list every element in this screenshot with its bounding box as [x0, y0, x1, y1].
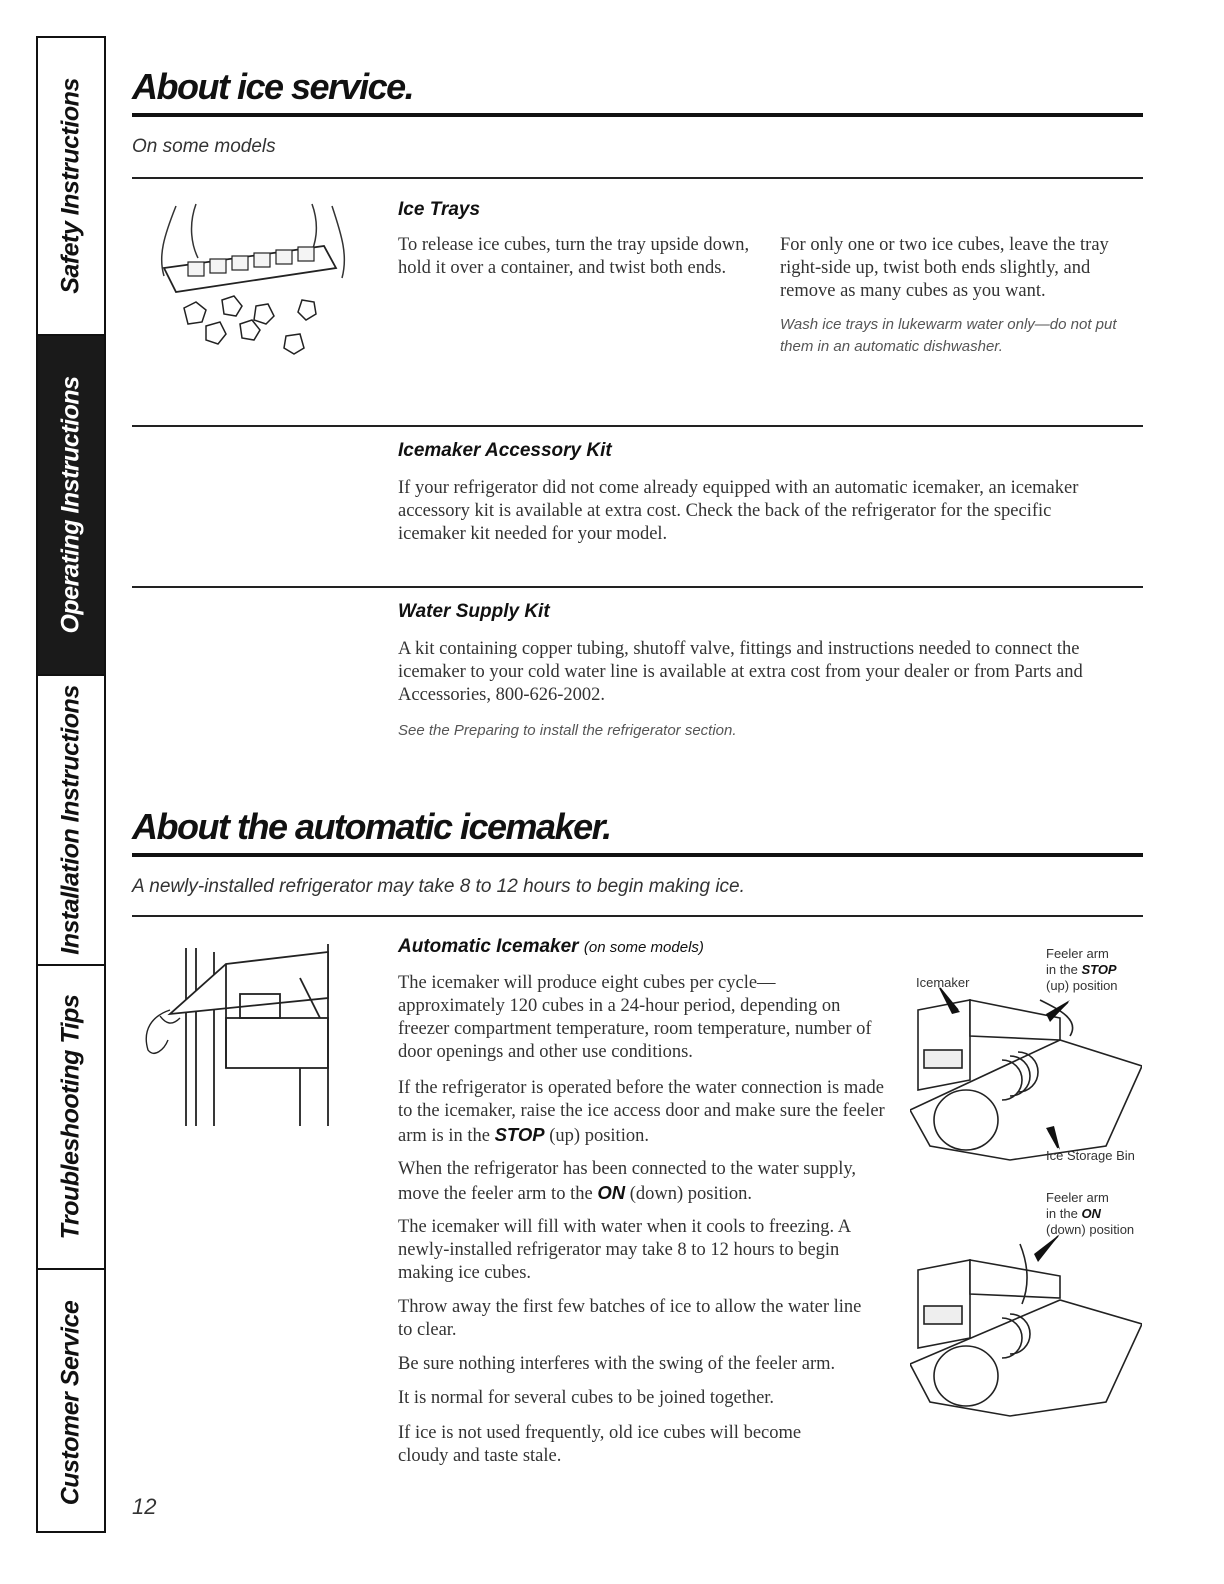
tab-label: Customer Service — [56, 1300, 85, 1505]
callout-text: Feeler arm — [1046, 1190, 1109, 1205]
section-title-icemaker: About the automatic icemaker. — [132, 806, 611, 847]
divider — [132, 586, 1143, 588]
ice-trays-text-2: For only one or two ice cubes, leave the tray right-side up, twist both ends slightly, and remove as many cubes as you want. — [780, 235, 1109, 301]
note-suffix: section. — [680, 722, 737, 739]
freezer-door-illustration — [130, 938, 370, 1128]
section-subtitle: A newly-installed refrigerator may take 8 to 12 hours to begin making ice. — [132, 876, 745, 897]
heading-water-supply-kit: Water Supply Kit — [398, 601, 550, 622]
icemaker-paragraph-3 — [398, 1158, 868, 1206]
on-term: ON — [1081, 1206, 1101, 1221]
text: (up) position. — [544, 1126, 649, 1146]
ice-tray-illustration — [136, 196, 372, 368]
heading-text: Automatic Icemaker — [398, 936, 579, 957]
callout-icemaker: Icemaker — [916, 975, 970, 990]
tab-label: Safety Instructions — [56, 78, 85, 294]
icemaker-on-illustration — [910, 1214, 1142, 1420]
note-section-reference: Preparing to install the refrigerator — [453, 722, 681, 739]
divider — [132, 425, 1143, 427]
title-rule — [132, 853, 1143, 857]
on-term: ON — [597, 1182, 626, 1203]
callout-text: (down) position — [1046, 1222, 1135, 1237]
side-tab-strip — [36, 36, 106, 1533]
tab-installation-instructions[interactable] — [38, 676, 104, 966]
callout-text: in the — [1046, 962, 1078, 977]
text: If the refrigerator is operated before the water connection is made to the icemaker, raise the ice access door and make sure the feeler arm is in the — [398, 1078, 885, 1146]
ice-trays-text-1: To release ice cubes, turn the tray upside down, hold it over a container, and twist both ends. — [398, 235, 750, 278]
tab-label: Operating Instructions — [56, 376, 85, 634]
heading-automatic-icemaker — [398, 936, 704, 958]
ice-trays-note: Wash ice trays in lukewarm water only—do not put them in an automatic dishwasher. — [780, 316, 1117, 355]
tab-label: Troubleshooting Tips — [56, 994, 85, 1240]
icemaker-paragraph-2 — [398, 1077, 888, 1148]
note-prefix: See the — [398, 722, 454, 739]
tab-label: Installation Instructions — [56, 685, 85, 955]
water-supply-kit-text: A kit containing copper tubing, shutoff valve, fittings and instructions needed to connect the icemaker to your cold water line is available at extra cost from your dealer or from Parts and Accessories, 800-626-2002. — [398, 639, 1083, 705]
title-rule — [132, 113, 1143, 117]
callout-feeler-stop — [1046, 946, 1118, 994]
stop-term: STOP — [1081, 962, 1117, 977]
callout-text-line — [1046, 962, 1118, 978]
callout-ice-storage-bin: Ice Storage Bin — [1046, 1148, 1135, 1163]
text: When the refrigerator has been connected to the water supply, move the feeler arm to the — [398, 1159, 857, 1204]
callout-text: Feeler arm — [1046, 946, 1109, 961]
icemaker-paragraph-1: The icemaker will produce eight cubes per cycle—approximately 120 cubes in a 24-hour period, depending on freezer compartment temperature, room temperature, number of door openings and other use conditions. — [398, 973, 872, 1062]
section-title-ice-service: About ice service. — [132, 66, 414, 107]
stop-term: STOP — [494, 1124, 545, 1145]
tab-customer-service[interactable] — [38, 1270, 104, 1535]
tab-operating-instructions[interactable] — [38, 336, 104, 676]
callout-text-line — [1046, 1206, 1134, 1222]
icemaker-paragraph-4: The icemaker will fill with water when it cools to freezing. A newly-installed refrigerator may take 8 to 12 hours to begin making ice cubes. — [398, 1217, 851, 1283]
text: (down) position. — [625, 1184, 752, 1204]
water-supply-kit-note — [398, 720, 737, 742]
tab-troubleshooting-tips[interactable] — [38, 966, 104, 1270]
icemaker-paragraph-6: Be sure nothing interferes with the swing of the feeler arm. — [398, 1354, 836, 1374]
heading-qualifier: (on some models) — [583, 939, 704, 956]
accessory-kit-text: If your refrigerator did not come already equipped with an automatic icemaker, an icemaker accessory kit is available at extra cost. Check the back of the refrigerator for the specific icemaker kit needed for your model. — [398, 478, 1079, 544]
icemaker-paragraph-8: If ice is not used frequently, old ice cubes will become cloudy and taste stale. — [398, 1423, 802, 1466]
callout-feeler-on — [1046, 1190, 1134, 1238]
icemaker-paragraph-5: Throw away the first few batches of ice to allow the water line to clear. — [398, 1297, 862, 1340]
divider — [132, 177, 1143, 179]
callout-text: in the — [1046, 1206, 1078, 1221]
section-subtitle: On some models — [132, 136, 276, 157]
callout-text: (up) position — [1046, 978, 1118, 993]
divider — [132, 915, 1143, 917]
heading-ice-trays: Ice Trays — [398, 199, 481, 220]
tab-safety-instructions[interactable] — [38, 38, 104, 336]
page-number: 12 — [132, 1494, 157, 1519]
heading-accessory-kit: Icemaker Accessory Kit — [398, 440, 612, 461]
icemaker-paragraph-7: It is normal for several cubes to be joined together. — [398, 1388, 775, 1408]
